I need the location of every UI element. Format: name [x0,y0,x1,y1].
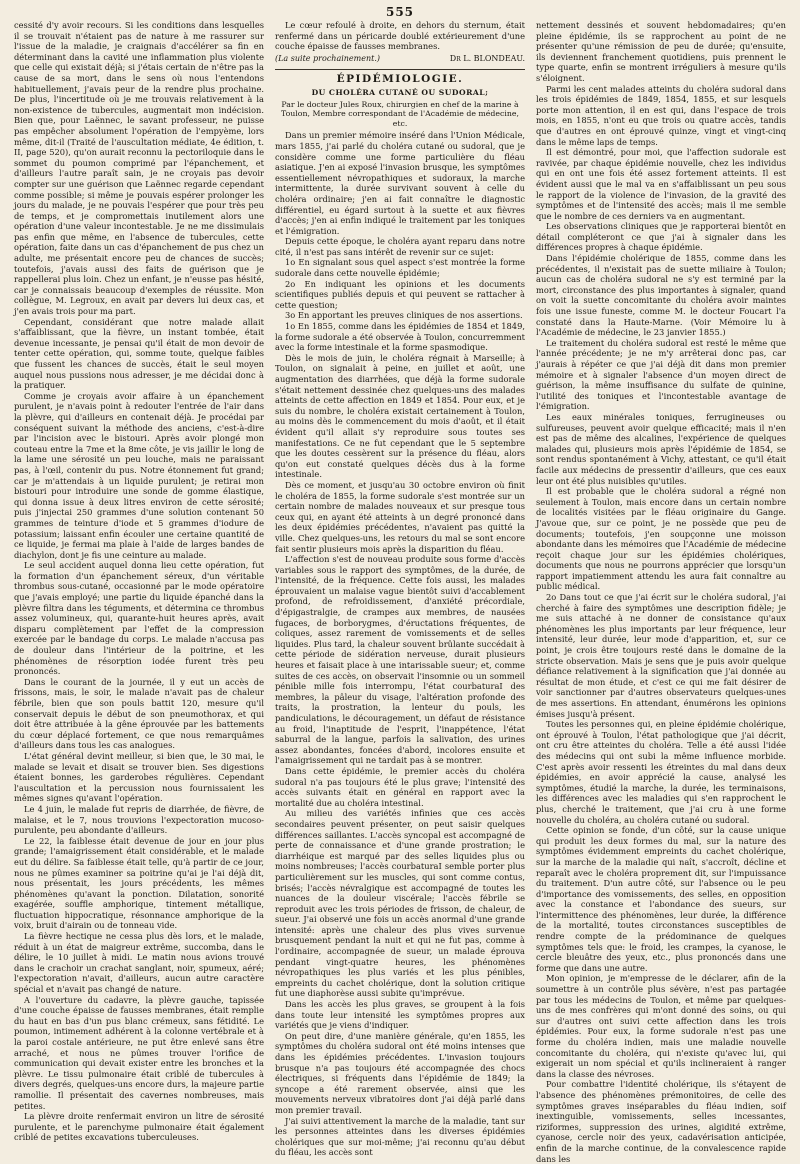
paragraph: Il est démontré, pour moi, que l'affection sudorale est ravivée, par chaque épidémie nouvelle, chez les individus qui en ont une fois été assez fortement atteints. Il est évident aussi que le mal va en s'affaiblissant un peu sous le rapport de la violence de l'invasion, de la gravité des symptômes et de l'intensité des accès; mais il me semble que le nombre de ces derniers va en augmentant. [536,147,786,221]
paragraph: On peut dire, d'une manière générale, qu'en 1855, les symptômes du choléra sudoral ont été moins intenses que dans les épidémies précédentes. L'invasion toujours brusque n'a pas toujours été accompagnée des chocs électriques, si fréquents dans l'épidémie de 1849; la syncope a été rarement observée, ainsi que les mouvements nerveux vibratoires dont j'ai déjà parlé dans mon premier travail. [275,1030,525,1115]
paragraph: 1o En signalant sous quel aspect s'est montrée la forme sudorale dans cette nouvelle épidémie; [275,257,525,279]
paragraph: Il est probable que le choléra sudoral a régné non seulement à Toulon, mais encore dans un certain nombre de localités visitées par le fléau originaire du Gange. J'avoue que, sur ce point, je ne possède que peu de documents; toutefois, j'en soupçonne une moisson abondante dans les mémoires que l'Académie de médecine reçoit chaque jour sur les épidémies cholériques, documents que nous ne pourrons apprécier que lorsqu'un rapport impatiemment attendu les aura fait connaître au public médical. [536,486,786,592]
paragraph: Cependant, considérant que notre malade allait s'affaiblissant, que la fièvre, un instant tombée, était devenue incessante, je pensai qu'il était de mon devoir de tenter cette opération, qui, somme toute, quelque faibles que fussent les chances de succès, était le seul moyen auquel nous pussions nous adresser, je me décidai donc à la pratiquer. [14,316,264,391]
paragraph: Pour combattre l'identité cholérique, ils s'étayent de l'absence des phénomènes prémonitoires, de celle des symptômes graves inséparables du fléau indien, soif inextinguible, vomissements, selles incessantes, riziformes, suppression des urines, algidité extrême, cyanose, cercle noir des yeux, cadavérisation anticipée, enfin de la marche continue, de la convalescence rapide dans les [536,1079,786,1164]
paragraph: Dans le courant de la journée, il y eut un accès de frissons, mais, le soir, le malade n'avait pas de chaleur fébrile, bien que son pouls battit 120, mesure qu'il conservait depuis le début de son pneumothorax, et qui doit être attribuée à la gêne éprouvée par les battements du cœur déplacé fortement, ce que nous remarquâmes d'ailleurs dans tous les cas analogues. [14,676,264,751]
paragraph: La plèvre droite renfermait environ un litre de sérosité purulente, et le parenchyme pulmonaire était également criblé de petites excavations tuberculeuses. [14,1111,264,1143]
continuation-note: (La suite prochainement.) [275,53,381,63]
columns [14,20,786,1164]
paragraph: Dès le mois de juin, le choléra régnait à Marseille; à Toulon, on signalait à peine, en juillet et août, une augmentation des diarrhées, que déjà la forme sudorale s'était nettement dessinée chez quelques-uns des malades atteints de cette affection en 1849 et 1854. Pour eux, et je suis du nombre, le choléra existait certainement à Toulon, au moins dès le commencement du mois d'août, et il était évident qu'il allait s'y reproduire sous toutes ses manifestations. Ce ne fut cependant que le 5 septembre que les doutes cessèrent sur la présence du fléau, alors qu'on eut constaté quelques décès dus à la forme intestinale. [275,352,525,480]
article-byline: Par le docteur Jules Roux, chirurgien en chef de la marine à Toulon, Membre correspondant de l'Académie de médecine, etc. [280,99,519,128]
paragraph: Comme je croyais avoir affaire à un épanchement purulent, je n'avais point à redouter l'entrée de l'air dans la plèvre, qui d'ailleurs en contenait déjà. Je procédai par conséquent suivant la méthode des anciens, c'est-à-dire par l'incision avec le bistouri. Après avoir plongé mon couteau entre la 7me et la 8me côte, je vis jaillir le long de la lame une sérosité un peu louche, mais ne paraissant pas, à l'œil, contenir du pus. Notre étonnement fut grand; car je m'attendais à un liquide purulent; je retirai mon bistouri pour introduire une sonde de gomme élastique, qui donna issue à deux litres environ de cette sérosité; puis j'injectai 250 grammes d'une solution contenant 50 grammes de teinture d'iode et 5 grammes d'iodure de potassium; laissant enfin écouler une certaine quantité de ce liquide, je fermai ma plaie à l'aide de larges bandes de diachylon, dont je fis une ceinture au malade. [14,390,264,560]
paragraph: La fièvre hectique ne cessa plus dès lors, et le malade, réduit à un état de maigreur extrême, succomba, dans le délire, le 10 juillet à midi. Le matin nous avions trouvé dans le crachoir un crachat sanglant, noir, spumeux, aéré; l'expectoration n'avait, d'ailleurs, aucun autre caractère spécial et n'avait pas changé de nature. [14,931,264,995]
page-number: 555 [385,5,415,19]
article-title: DU CHOLÉRA CUTANÉ OU SUDORAL; [311,87,489,97]
paragraph: L'état général devint meilleur, si bien que, le 30 mai, le malade se levait et disait se trouver bien. Ses digestions étaient bonnes, les garderobes régulières. Cependant l'auscultation et la percussion nous fournissaient les mêmes signes qu'avant l'opération. [14,750,264,804]
paragraph: Le cœur refoulé à droite, en dehors du sternum, était renfermé dans un péricarde doublé extérieurement d'une couche épaisse de fausses membranes. [275,20,525,52]
author-signature: Dr L. BLONDEAU. [449,53,525,63]
paragraph: A l'ouverture du cadavre, la plèvre gauche, tapissée d'une couche épaisse de fausses membranes, était remplie du haut en bas d'un pus blanc crémeux, sans fétidité. Le poumon, intimement adhérent à la colonne vertébrale et à la paroi costale antérieure, ne put être enlevé sans être arraché, et nous ne pûmes trouver l'orifice de communication qui devait exister entre les bronches et la plèvre. Le tissu pulmonaire était criblé de tubercules à divers degrés, quelques-uns encore durs, la majeure partie ramollie. Il présentait des cavernes nombreuses, mais petites. [14,994,264,1111]
paragraph: Dans les accès les plus graves, se groupent à la fois dans toute leur intensité les symptômes propres aux variétés que je viens d'indiquer. [275,999,525,1031]
column-middle [275,20,525,1158]
paragraph: nettement dessinés et souvent hebdomadaires; qu'en pleine épidémie, ils se rapprochent au point de ne présenter qu'une rémission de peu de durée; qu'ensuite, ils deviennent franchement quotidiens, puis prennent le type quarte, enfin se montrent irréguliers à mesure qu'ils s'éloignent. [536,20,786,83]
paragraph: Le 22, la faiblesse était devenue de jour en jour plus grande; l'amaigrissement était considérable, et le malade eut du délire. Sa faiblesse était telle, qu'à partir de ce jour, nous ne pûmes examiner sa poitrine qu'ai je l'ai déjà dit, nous présentait, les jours précédents, les mêmes phénomènes qu'avant la ponction. Dilatation, sonorité exagérée, souffle amphorique, tintement métallique, fluctuation hippocratique, résonnance amphorique de la voix, bruit d'airain ou de tonneau vide. [14,835,264,931]
paragraph: 2o En indiquant les opinions et les documents scientifiques publiés depuis et qui peuvent se rattacher à cette question; [275,278,525,310]
paragraph: 2o Dans tout ce que j'ai écrit sur le choléra sudoral, j'ai cherché à faire des symptômes une description fidèle; je me suis attaché à ne donner de consistance qu'aux phénomènes les plus importants par leur fréquence, leur intensité, leur durée, leur mode d'apparition, et, sur ce point, je crois être toujours resté dans le domaine de la stricte observation. Mais je sens que je puis avoir quelque défiance relativement à la signification que j'ai donnée au résultat de mon étude, et c'est ce qui me fait désirer de voir sanctionner par d'autres observateurs quelques-unes de mes assertions. En attendant, énumérons les opinions émises jusqu'à présent. [536,592,786,719]
column-left [14,20,264,1143]
paragraph: Mon opinion, je m'empresse de le déclarer, afin de la soumettre à un contrôle plus sévère, n'est pas partagée par tous les médecins de Toulon, et même par quelques-uns de mes confrères qui m'ont donné des soins, ou qui sur d'autres ont suivi cette affection dans les trois épidémies. Pour eux, la forme sudorale n'est pas une forme du choléra indien, mais une maladie nouvelle concomitante du choléra, qui n'existe qu'avec lui, qui exigerait un nom spécial et qu'ils inclineraient à ranger dans la classe des névroses. [536,973,786,1079]
section-divider [275,69,525,70]
paragraph: 1o En 1855, comme dans les épidémies de 1854 et 1849, la forme sudorale a été observée à Toulon, concurremment avec la forme intestinale et la forme spasmodique. [275,321,525,353]
paragraph: 3o En apportant les preuves cliniques de nos assertions. [285,310,523,321]
paragraph: Le 4 juin, le malade fut repris de diarrhée, de fièvre, de malaise, et le 7, nous trouvions l'expectoration mucoso-purulente, peu abondante d'ailleurs. [14,803,264,836]
signature-line [275,54,525,65]
article-body-roux [275,130,525,1158]
paragraph: Les eaux minérales toniques, ferrugineuses ou sulfureuses, peuvent avoir quelque efficacité; mais il n'en est pas de même des alcalines, l'expérience de quelques malades qui, plusieurs mois après l'épidémie de 1854, se sont rendus spontanément à Vichy, attestant, ce qu'il était facile aux médecins de pressentir d'ailleurs, que ces eaux leur ont été plus nuisibles qu'utiles. [536,411,786,486]
paragraph: Dès ce moment, et jusqu'au 30 octobre environ où finit le choléra de 1855, la forme sudorale s'est montrée sur un certain nombre de malades nouveaux et sur presque tous ceux qui, en ayant été atteints à un degré prononcé dans les deux épidémies précédentes, n'avaient pas quitté la ville. Chez quelques-uns, les retours du mal se sont encore fait sentir plusieurs mois après la disparition du fléau. [275,479,525,554]
article-end-blondeau [275,20,525,52]
paragraph: Depuis cette époque, le choléra ayant reparu dans notre cité, il n'est pas sans intérêt de revenir sur ce sujet: [275,236,525,257]
paragraph: Cette opinion se fonde, d'un côté, sur la cause unique qui produit les deux formes du mal, sur la nature des symptômes évidemment empreints du cachet cholérique, sur la marche de la maladie qui naît, s'accroît, décline et reparaît avec le choléra proprement dit, sur l'impuissance du traitement. D'un autre côté, sur l'absence ou le peu d'importance des vomissements, des selles, en opposition avec la constance et l'abondance des sueurs, sur l'intermittence des phénomènes, leur durée, la différence de la mortalité, toutes circonstances susceptibles de rendre compte de la prédominance de quelques symptômes tels que: le froid, les crampes, la cyanose, le cercle bleuâtre des yeux, etc., plus prononcés dans une forme que dans une autre. [536,825,786,973]
section-title: ÉPIDÉMIOLOGIE. [336,73,464,86]
paragraph: Dans l'épidémie cholérique de 1855, comme dans les précédentes, il n'existait pas de suette miliaire à Toulon; aucun cas de choléra sudoral ne s'y est terminé par la mort, circonstance des plus importantes à signaler, quand on voit la suette concomitante du choléra avoir maintes fois une issue funeste, comme M. le docteur Foucart l'a constaté dans la Haute-Marne. (Voir Mémoire lu à l'Académie de médecine, le 23 janvier 1855.) [536,253,786,338]
paragraph: J'ai suivi attentivement la marche de la maladie, tant sur les personnes atteintes dans les diverses épidémies cholériques que sur moi-même; j'ai reconnu qu'au début du fléau, les accès sont [275,1115,525,1158]
paragraph: Le seul accident auquel donna lieu cette opération, fut la formation d'un épanchement séreux, d'un véritable thrombus sous-cutané, occasionné par le mode opératoire que j'avais employé; une partie du liquide épanché dans la plèvre filtra dans les téguments, et détermina ce thrombus assez volumineux, qui, quarante-huit heures après, avait disparu complètement par l'effet de la compression exercée par le bandage du corps. Le malade n'accusa pas de douleur dans l'intérieur de la poitrine, et les phénomènes de résorption iodée furent très peu prononcés. [14,560,264,677]
paragraph: Toutes les personnes qui, en pleine épidémie cholérique, ont éprouvé à Toulon, l'état pathologique que j'ai décrit, ont cru être atteintes du choléra. Telle a été aussi l'idée des médecins qui ont subi la même influence morbide. C'est après avoir ressenti les étreintes du mal dans deux épidémies, en avoir apprécié la cause, analysé les symptômes, étudié la marche, la durée, les terminaisons, les différences avec les maladies qui s'en rapprochent le plus, cherché le traitement, que j'ai cru à une forme nouvelle du choléra, au choléra cutané ou sudoral. [536,719,786,825]
paragraph: Le traitement du choléra sudoral est resté le même que l'année précédente; je ne m'y arrêterai donc pas, car j'aurais à répéter ce que j'ai déjà dit dans mon premier mémoire et à signaler l'absence d'un moyen direct de guérison, la même insuffisance du sulfate de quinine, l'utilité des toniques et l'incontestable avantage de l'émigration. [536,337,786,412]
paragraph: cessité d'y avoir recours. Si les conditions dans lesquelles il se trouvait n'étaient pas de nature à me rassurer sur l'issue de la maladie, je craignais d'accélérer sa fin en déterminant dans la cavité une inflammation plus violente que celle qui existait déjà; si j'étais certain de n'être pas la cause de sa mort, dans le sens où nous l'entendons habituellement, j'avais peur de la rendre plus prochaine. De plus, l'incertitude où je me trouvais relativement à la non-existence de tubercules, augmentait mon indécision. Bien que, pour Laënnec, le savant professeur, ne puisse pas empêcher absolument l'opération de l'empyème, lors même, dit-il (Traité de l'auscultation médiate, 4e édition, t. II, page 520), qu'on aurait reconnu la pectoriloquie dans le sommet du poumon comprimé par l'épanchement, et d'ailleurs l'autre paraît sain, je ne croyais pas devoir compter sur une guérison que Laënnec regarde cependant comme possible; si même je pouvais espérer prolonger les jours du malade, je ne pouvais l'espérer que pour très peu de temps, et je compromettais inutilement alors une opération d'une valeur incontestable. Je ne me dissimulais pas enfin que même, en l'absence de tubercules, cette opération, faite dans un cas d'épanchement de pus chez un adulte, me présentait encore peu de chances de succès; toutefois, j'avais aussi des faits de guérison que je rappellerai plus loin. Chez un enfant, je n'eusse pas hésité, car je connaissais beaucoup d'exemples de réussite. Mon collègue, M. Legroux, en avait par devers lui deux cas, et j'en avais trois pour ma part. [14,20,264,317]
paragraph: L'affection s'est de nouveau produite sous forme d'accès variables sous le rapport des symptômes, de la durée, de l'intensité, de la fréquence. Cette fois aussi, les malades éprouvaient un malaise vague bientôt suivi d'accablement profond, de refroidissement, d'anxiété précordiale, d'épigastralgie, de crampes aux membres, de nausées fugaces, de borborygmes, d'éructations fréquentes, de coliques, assez rarement de vomissements et de selles liquides. Plus tard, la chaleur souvent brûlante succédait à cette période de sidération nerveuse, durait plusieurs heures et faisait place à une intarissable sueur; et, comme suites de ces accès, on observait l'insomnie ou un sommeil pénible mille fois interrompu, l'état courbaturaI des membres, la pâleur du visage, l'altération profonde des traits, la prostration, la lenteur du pouls, les pandiculations, le découragement, un défaut de résistance au froid, l'inaptitude de l'esprit, l'inappétence, l'état saburral de la langue, parfois la salivation, des urines assez abondantes, foncées d'abord, incolores ensuite et l'amaigrissement qui ne tardait pas à se montrer. [275,554,525,766]
paragraph: Dans cette épidémie, le premier accès du choléra sudoral n'a pas toujours été le plus grave; l'intensité des accès suivants était en général en rapport avec la mortalité due au choléra intestinal. [275,765,525,808]
paragraph: Au milieu des variétés infinies que ces accès secondaires peuvent présenter, on peut saisir quelques différences saillantes. L'accès syncopal est accompagné de perte de connaissance et d'une grande prostration; le diarrhéique est marqué par des selles liquides plus ou moins nombreuses; l'accès courbaturaI semble porter plus particulièrement sur les muscles, qui sont comme contus, brisés; l'accès névralgique est accompagné de toutes les nuances de la douleur viscérale; l'accès fébrile se reproduit avec les trois périodes de frisson, de chaleur, de sueur. J'ai observé une fois un accès anormal d'une grande intensité: après une chaleur des plus vives survenue brusquement pendant la nuit et qui ne fut pas, comme à l'ordinaire, accompagnée de sueur, un malade éprouva pendant vingt-quatre heures, les phénomènes névropathiques les plus variés et les plus pénibles, empreints du cachet cholérique, dont la solution critique fut une diaphorèse aussi subite qu'imprévue. [275,808,525,999]
column-right [536,20,786,1164]
paragraph: Les observations cliniques que je rapporterai bientôt en détail compléteront ce que j'ai à signaler dans les différences propres à chaque épidémie. [536,221,786,253]
paragraph: Dans un premier mémoire inséré dans l'Union Médicale, mars 1855, j'ai parlé du choléra cutané ou sudoral, que je considère comme une forme particulière du fléau asiatique. J'en ai exposé l'invasion brusque, les symptômes essentiellement névropathiques et sudoraux, la marche intermittente, la durée survivant souvent à celle du choléra ordinaire; j'en ai fait connaître le diagnostic différentiel, eu égard surtout à la suette et aux fièvres d'accès; j'en ai enfin indiqué le traitement par les toniques et l'émigration. [275,130,525,236]
paragraph: Parmi les cent malades atteints du choléra sudoral dans les trois épidémies de 1849, 1854, 1855, et sur lesquels porte mon attention, il en est qui, dans l'espace de trois mois, en 1855, n'ont eu que trois ou quatre accès, tandis que d'autres en ont éprouvé quinze, vingt et vingt-cinq dans le même laps de temps. [536,83,786,147]
